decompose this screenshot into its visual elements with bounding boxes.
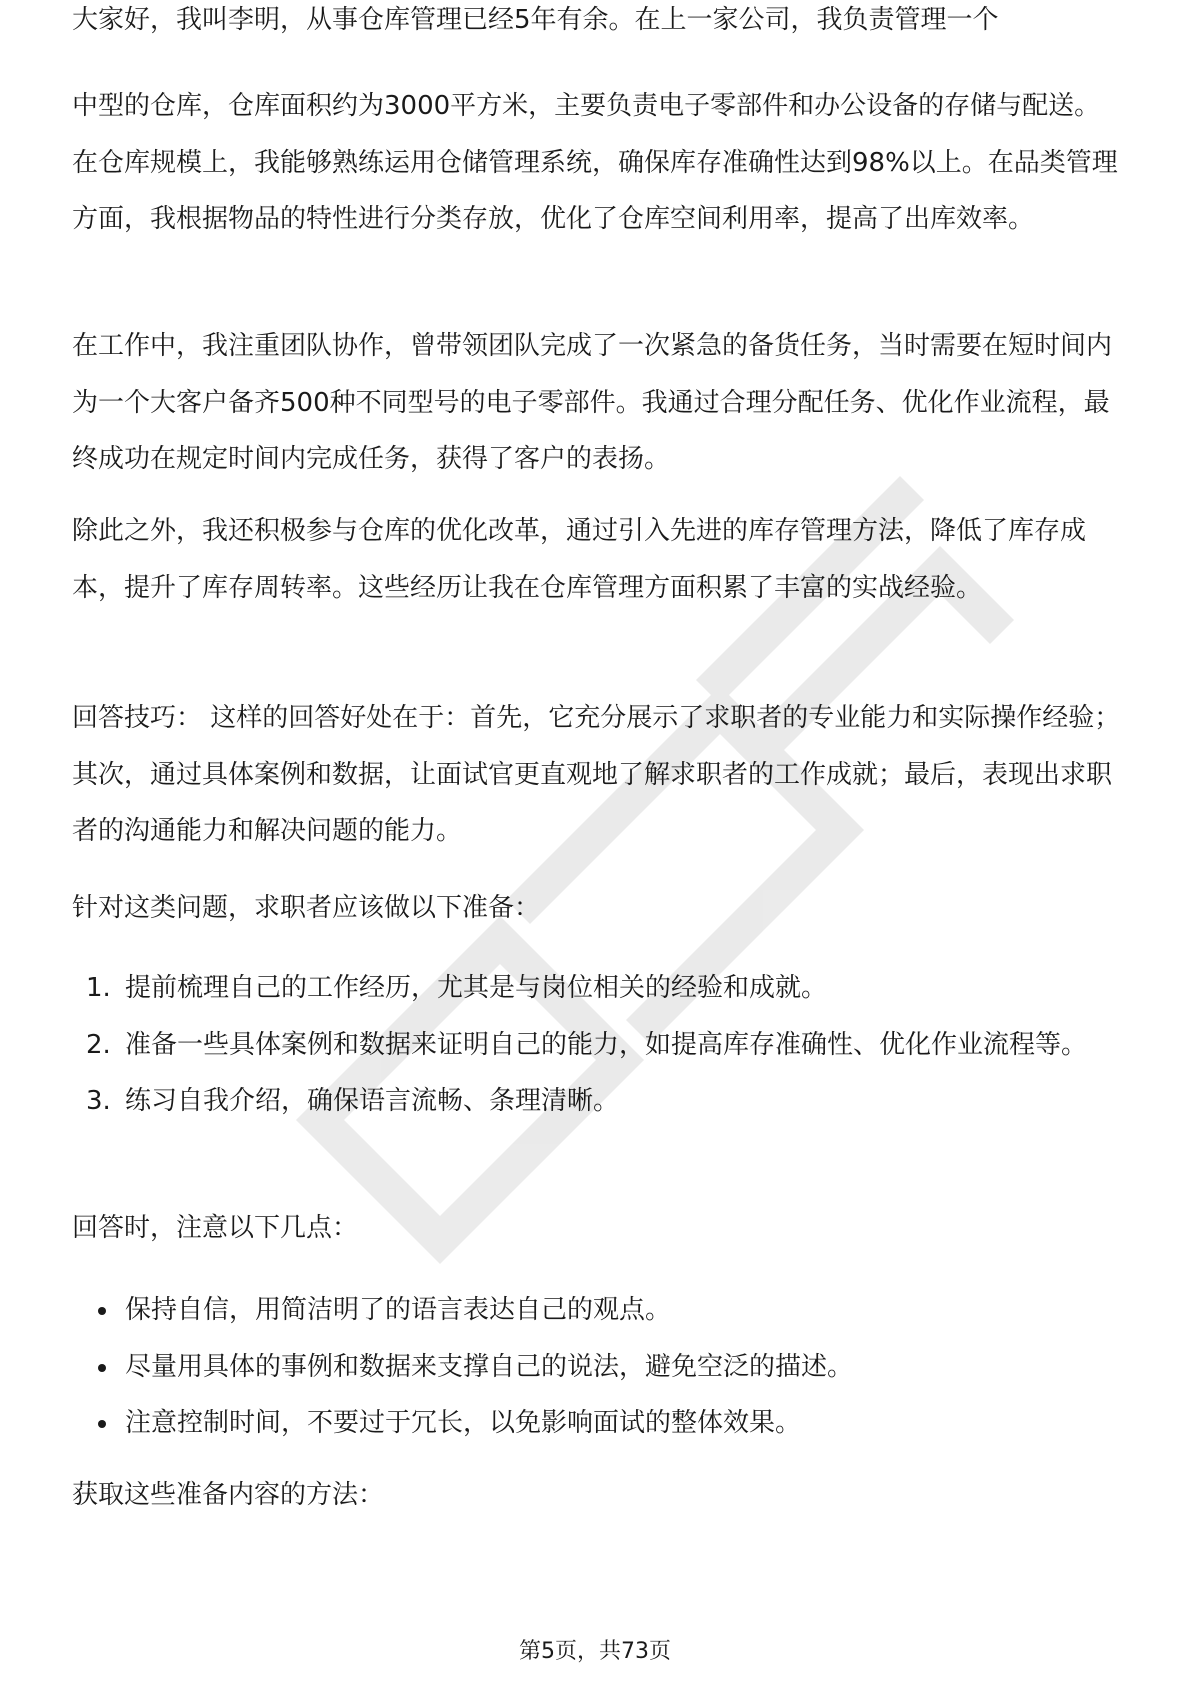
bullet-icon <box>98 1420 106 1428</box>
list-number: 3. <box>86 1086 111 1116</box>
prep-list <box>72 960 1122 1130</box>
list-number: 1. <box>86 973 111 1003</box>
page-footer: 第5页，共73页 <box>519 1639 671 1664</box>
paragraph-answer-tips: 回答技巧： 这样的回答好处在于：首先，它充分展示了求职者的专业能力和实际操作经验；其次，通过具体案例和数据，让面试官更直观地了解求职者的工作成就；最后，表现出求职者的沟通能力和解决问题的能力。 <box>72 703 1121 846</box>
list-item <box>72 1339 1122 1396</box>
cut-top-line: 大家好，我叫李明，从事仓库管理已经5年有余。在上一家公司，我负责管理一个 <box>72 5 999 35</box>
list-item-text: 提前梳理自己的工作经历，尤其是与岗位相关的经验和成就。 <box>125 973 828 1003</box>
bullet-icon <box>98 1364 106 1372</box>
document-page <box>72 0 1122 1684</box>
attention-heading: 回答时，注意以下几点： <box>72 1213 359 1243</box>
list-item <box>72 1073 1122 1130</box>
attention-list <box>72 1282 1122 1452</box>
list-item <box>72 1395 1122 1452</box>
list-number: 2. <box>86 1029 111 1060</box>
list-item <box>72 1017 1122 1074</box>
bullet-icon <box>98 1307 106 1315</box>
list-item-text: 练习自我介绍，确保语言流畅、条理清晰。 <box>125 1086 620 1116</box>
paragraph-warehouse-intro: 中型的仓库，仓库面积约为3000平方米，主要负责电子零部件和办公设备的存储与配送。在仓库规模上，我能够熟练运用仓储管理系统，确保库存准确性达到98%以上。在品类管理方面，我根据物品的特性进行分类存放，优化了仓库空间利用率，提高了出库效率。 <box>72 91 1118 234</box>
paragraph-prep-intro: 针对这类问题，求职者应该做以下准备： <box>72 893 541 923</box>
list-item <box>72 1282 1122 1339</box>
paragraph-teamwork: 在工作中，我注重团队协作，曾带领团队完成了一次紧急的备货任务，当时需要在短时间内为一个大客户备齐500种不同型号的电子零部件。我通过合理分配任务、优化作业流程，最终成功在规定时间内完成任务，获得了客户的表扬。 <box>72 331 1113 474</box>
list-item-text: 尽量用具体的事例和数据来支撑自己的说法，避免空泛的描述。 <box>125 1351 854 1382</box>
list-item-text: 保持自信，用简洁明了的语言表达自己的观点。 <box>125 1295 672 1325</box>
list-item-text: 注意控制时间，不要过于冗长，以免影响面试的整体效果。 <box>125 1408 802 1438</box>
paragraph-optimization: 除此之外，我还积极参与仓库的优化改革，通过引入先进的库存管理方法，降低了库存成本，提升了库存周转率。这些经历让我在仓库管理方面积累了丰富的实战经验。 <box>72 516 1087 603</box>
closing-heading: 获取这些准备内容的方法： <box>72 1480 385 1510</box>
list-item-text: 准备一些具体案例和数据来证明自己的能力，如提高库存准确性、优化作业流程等。 <box>125 1029 1088 1060</box>
list-item <box>72 960 1122 1017</box>
